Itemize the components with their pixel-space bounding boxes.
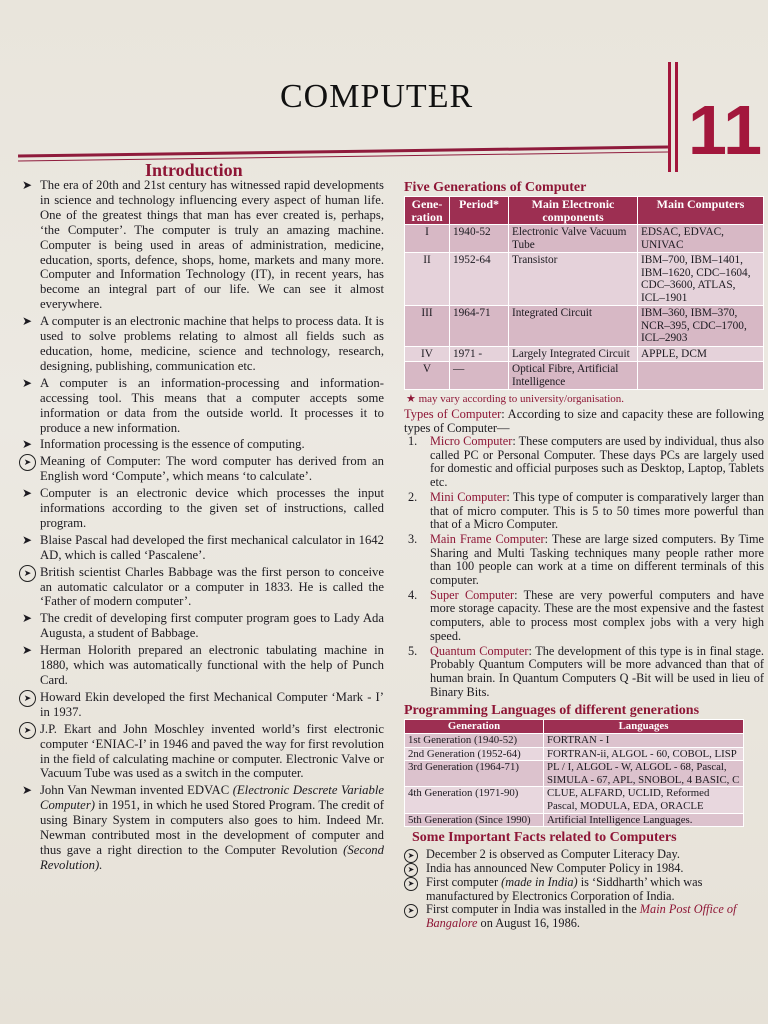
generations-cell: Largely Integrated Circuit xyxy=(509,346,638,362)
computer-type-number: 5. xyxy=(408,643,418,658)
intro-item-text: Meaning of Computer: The word computer has derived from an English word ‘Compute’, which means ‘to calculate’. xyxy=(40,454,384,484)
arrow-bullet-icon: ➤ xyxy=(22,783,33,798)
fact-text: December 2 is observed as Computer Literacy Day. xyxy=(426,847,680,862)
computer-type-item xyxy=(404,435,764,490)
intro-item xyxy=(22,437,384,452)
intro-item xyxy=(22,690,384,720)
fact-highlight: Main Post Office of Bangalore xyxy=(426,902,737,931)
circle-arrow-icon: ➤ xyxy=(404,863,418,877)
languages-row xyxy=(405,747,744,761)
generations-cell: Electronic Valve Vacuum Tube xyxy=(509,225,638,253)
languages-cell: CLUE, ALFARD, UCLID, Reformed Pascal, MODULA, EDA, ORACLE xyxy=(544,787,744,813)
fact-text: is ‘Siddharth’ which was manufactured by Electronics Corporation of India. xyxy=(426,874,703,903)
intro-item-italic: (Second Revolution). xyxy=(40,842,384,872)
intro-item xyxy=(22,376,384,436)
generations-cell xyxy=(638,362,764,390)
intro-item xyxy=(22,454,384,484)
languages-cell: 4th Generation (1971-90) xyxy=(405,787,544,813)
languages-row xyxy=(405,761,744,787)
computer-type-text: : These are very powerful computers and have more storage capacity. These are the most expensive and the fastest computers, able to process most complex jobs with a very high speed. xyxy=(430,587,764,643)
fact-item xyxy=(404,848,764,862)
computer-type-text: : These are large sized computers. By Time Sharing and Multi Tasking techniques many people rather more than 100 people can work at a time on different terminals of this computer. xyxy=(430,531,764,588)
intro-item-text: A computer is an information-processing and information-accessing tool. This means that a computer accepts some information or data from the outside world. It processes it to produce a new information. xyxy=(40,375,384,435)
generations-heading: Five Generations of Computer xyxy=(404,180,587,195)
languages-cell: FORTRAN - I xyxy=(544,733,744,747)
chapter-number: 11 xyxy=(688,91,762,169)
arrow-bullet-icon: ➤ xyxy=(22,643,33,658)
languages-heading: Programming Languages of different generations xyxy=(404,703,700,719)
intro-item-italic: (Electronic Descrete Variable Computer) xyxy=(40,783,384,813)
generations-cell: EDSAC, EDVAC, UNIVAC xyxy=(638,225,764,253)
arrow-bullet-icon: ➤ xyxy=(22,375,33,390)
generations-cell: APPLE, DCM xyxy=(638,346,764,362)
generations-row xyxy=(405,362,764,390)
circle-arrow-icon: ➤ xyxy=(19,565,36,582)
generations-header-cell: Period* xyxy=(450,197,509,225)
intro-item-text: J.P. Ekart and John Moschley invented world’s first electronic computer ‘ENIAC-I’ in 1946 and paved the way for first revolution in the field of calculating machine or computer. Electronic Valve or Vacuum Tube was used as a switch in the computer. xyxy=(40,721,384,781)
fact-text: First computer xyxy=(426,874,502,889)
intro-item xyxy=(22,643,384,688)
generations-cell: II xyxy=(405,253,450,306)
generations-cell: IV xyxy=(405,346,450,362)
circle-arrow-icon: ➤ xyxy=(404,904,418,918)
generations-cell: 1971 - xyxy=(450,346,509,362)
circle-arrow-icon: ➤ xyxy=(19,722,36,739)
intro-item-text: John Van Newman invented EDVAC xyxy=(40,783,233,798)
circle-arrow-icon: ➤ xyxy=(404,877,418,891)
generations-cell: IBM–700, IBM–1401, IBM–1620, CDC–1604, CDC–3600, ATLAS, ICL–1901 xyxy=(638,253,764,306)
generations-cell: Transistor xyxy=(509,253,638,306)
intro-item-text: British scientist Charles Babbage was the first person to conceive an automatic calculator or a computer in 1833. He is called the ‘Father of modern computer’. xyxy=(40,564,384,609)
intro-item xyxy=(22,565,384,610)
facts-heading: Some Important Facts related to Computers xyxy=(412,830,677,846)
generations-cell: 1952-64 xyxy=(450,253,509,306)
circle-arrow-icon: ➤ xyxy=(404,849,418,863)
generations-cell: Integrated Circuit xyxy=(509,306,638,347)
languages-cell: 5th Generation (Since 1990) xyxy=(405,813,544,827)
intro-item-text: A computer is an electronic machine that helps to process data. It is used to solve problems relating to almost all fields such as education, home, medicine, science and technology, research, designing, publishing, communication etc. xyxy=(40,314,384,373)
computer-type-title: Quantum Computer xyxy=(430,643,529,658)
arrow-bullet-icon: ➤ xyxy=(22,486,33,501)
generations-cell: I xyxy=(405,225,450,253)
generations-header-cell: Main Computers xyxy=(638,197,764,225)
intro-item xyxy=(22,533,384,563)
introduction-heading: Introduction xyxy=(145,160,243,180)
introduction-column xyxy=(22,178,384,875)
languages-cell: 2nd Generation (1952-64) xyxy=(405,747,544,761)
computer-type-item xyxy=(404,491,764,532)
circle-arrow-icon: ➤ xyxy=(19,454,36,471)
intro-item xyxy=(22,611,384,641)
languages-cell: Artificial Intelligence Languages. xyxy=(544,813,744,827)
generations-cell: 1964-71 xyxy=(450,306,509,347)
types-lead: Types of Computer xyxy=(404,407,502,421)
languages-row xyxy=(405,733,744,747)
intro-item-text: Information processing is the essence of computing. xyxy=(40,437,305,452)
generations-cell: Optical Fibre, Artificial Intelligence xyxy=(509,362,638,390)
header-vertical-rule xyxy=(668,62,671,172)
computer-type-item xyxy=(404,589,764,644)
computer-type-item xyxy=(404,645,764,700)
generations-header-cell: Main Electronic components xyxy=(509,197,638,225)
intro-item-text: Blaise Pascal had developed the first mechanical calculator in 1642 AD, which is called ‘Pascalene’. xyxy=(40,532,384,562)
right-column xyxy=(404,180,764,931)
computer-type-number: 4. xyxy=(408,587,418,602)
generations-row xyxy=(405,253,764,306)
fact-text: India has announced New Computer Policy in 1984. xyxy=(426,860,684,875)
generations-cell: III xyxy=(405,306,450,347)
computer-type-title: Micro Computer xyxy=(430,434,513,448)
generations-row xyxy=(405,225,764,253)
computer-type-title: Super Computer xyxy=(430,587,515,602)
facts-list xyxy=(404,848,764,931)
computer-type-number: 2. xyxy=(408,489,418,504)
generations-row xyxy=(405,346,764,362)
computer-type-title: Mini Computer xyxy=(430,489,507,504)
languages-table xyxy=(404,719,744,827)
generations-note: ★ may vary according to university/organisation. xyxy=(406,393,624,405)
languages-cell: FORTRAN-ii, ALGOL - 60, COBOL, LISP xyxy=(544,747,744,761)
intro-item-text: Herman Holorith prepared an electronic tabulating machine in 1880, which was automatically functional with the help of Punch Card. xyxy=(40,643,384,687)
languages-cell: 1st Generation (1940-52) xyxy=(405,733,544,747)
languages-row xyxy=(405,813,744,827)
languages-cell: PL / I, ALGOL - W, ALGOL - 68, Pascal, SIMULA - 67, APL, SNOBOL, 4 BASIC, C xyxy=(544,761,744,787)
intro-item-text: Howard Ekin developed the first Mechanical Computer ‘Mark - I’ in 1937. xyxy=(40,689,384,719)
fact-item xyxy=(404,862,764,876)
intro-item xyxy=(22,783,384,872)
languages-row xyxy=(405,787,744,813)
computer-type-number: 3. xyxy=(408,531,418,546)
intro-item xyxy=(22,722,384,782)
languages-header-cell: Generation xyxy=(405,720,544,734)
fact-item xyxy=(404,903,764,931)
generations-header-cell: Gene-ration xyxy=(405,197,450,225)
arrow-bullet-icon: ➤ xyxy=(22,437,33,452)
fact-text: on August 16, 1986. xyxy=(477,916,580,931)
computer-type-text: : These computers are used by individual, thus also called PC or Personal Computer. These days PCs are largely used for domestic and official purposes such as Desktop, Laptop, Tablets etc. xyxy=(430,434,765,490)
fact-item xyxy=(404,876,764,904)
intro-item-text: The era of 20th and 21st century has witnessed rapid developments in science and technology influencing every aspect of human life. One of the greatest things that man has ever created is, perhaps, ‘the Computer’. The computer is truly an amazing machine. Computer is being used in areas of administration, medicine, education, sports, defence, shops, home, markets and many more. Computer and Information Technology (IT), in recent years, has become an integral part of our life. We can see it almost everywhere. xyxy=(40,178,384,312)
types-list xyxy=(404,435,764,699)
intro-item xyxy=(22,314,384,374)
intro-item xyxy=(22,486,384,531)
generations-cell: — xyxy=(450,362,509,390)
intro-item-text: Computer is an electronic device which processes the input informations according to the given set of instructions, called program. xyxy=(40,486,384,530)
computer-type-number: 1. xyxy=(408,434,418,448)
intro-item-text: The credit of developing first computer program goes to Lady Ada Augusta, a student of Babbage. xyxy=(40,611,384,641)
languages-cell: 3rd Generation (1964-71) xyxy=(405,761,544,787)
languages-header-cell: Languages xyxy=(544,720,744,734)
intro-item xyxy=(22,178,384,312)
generations-cell: 1940-52 xyxy=(450,225,509,253)
arrow-bullet-icon: ➤ xyxy=(22,532,33,547)
arrow-bullet-icon: ➤ xyxy=(22,314,33,329)
arrow-bullet-icon: ➤ xyxy=(22,611,33,626)
circle-arrow-icon: ➤ xyxy=(19,690,36,707)
generations-cell: V xyxy=(405,362,450,390)
computer-type-item xyxy=(404,533,764,588)
computer-type-text: : The development of this type is in final stage. Probably Quantum Computers will be more advanced than that of human brain. In Quantum Computers Q -Bit will be used in lieu of Binary Bits. xyxy=(430,643,764,699)
fact-italic: (made in India) xyxy=(501,874,578,889)
header-vertical-rule-2 xyxy=(675,62,678,172)
generations-table xyxy=(404,196,764,390)
types-intro-text: : According to size and capacity these are following types of Computer— xyxy=(404,407,764,435)
computer-type-text: : This type of computer is comparatively larger than that of micro computer. This is 5 to 50 times more powerful than that of a Micro Computer. xyxy=(430,489,764,532)
arrow-bullet-icon: ➤ xyxy=(22,178,33,192)
intro-item-text: in 1951, in which he used Stored Program. The credit of using Binary System in computers also goes to him. Indeed Mr. Newman contributed most in the development of computer and thus gave a right direction to the Computer Revolution xyxy=(40,798,384,857)
generations-cell: IBM–360, IBM–370, NCR–395, CDC–1700, ICL–2903 xyxy=(638,306,764,347)
computer-type-title: Main Frame Computer xyxy=(430,531,545,546)
fact-text: First computer in India was installed in the xyxy=(426,902,640,917)
chapter-title: COMPUTER xyxy=(280,78,474,115)
generations-row xyxy=(405,306,764,347)
types-intro xyxy=(404,407,764,435)
